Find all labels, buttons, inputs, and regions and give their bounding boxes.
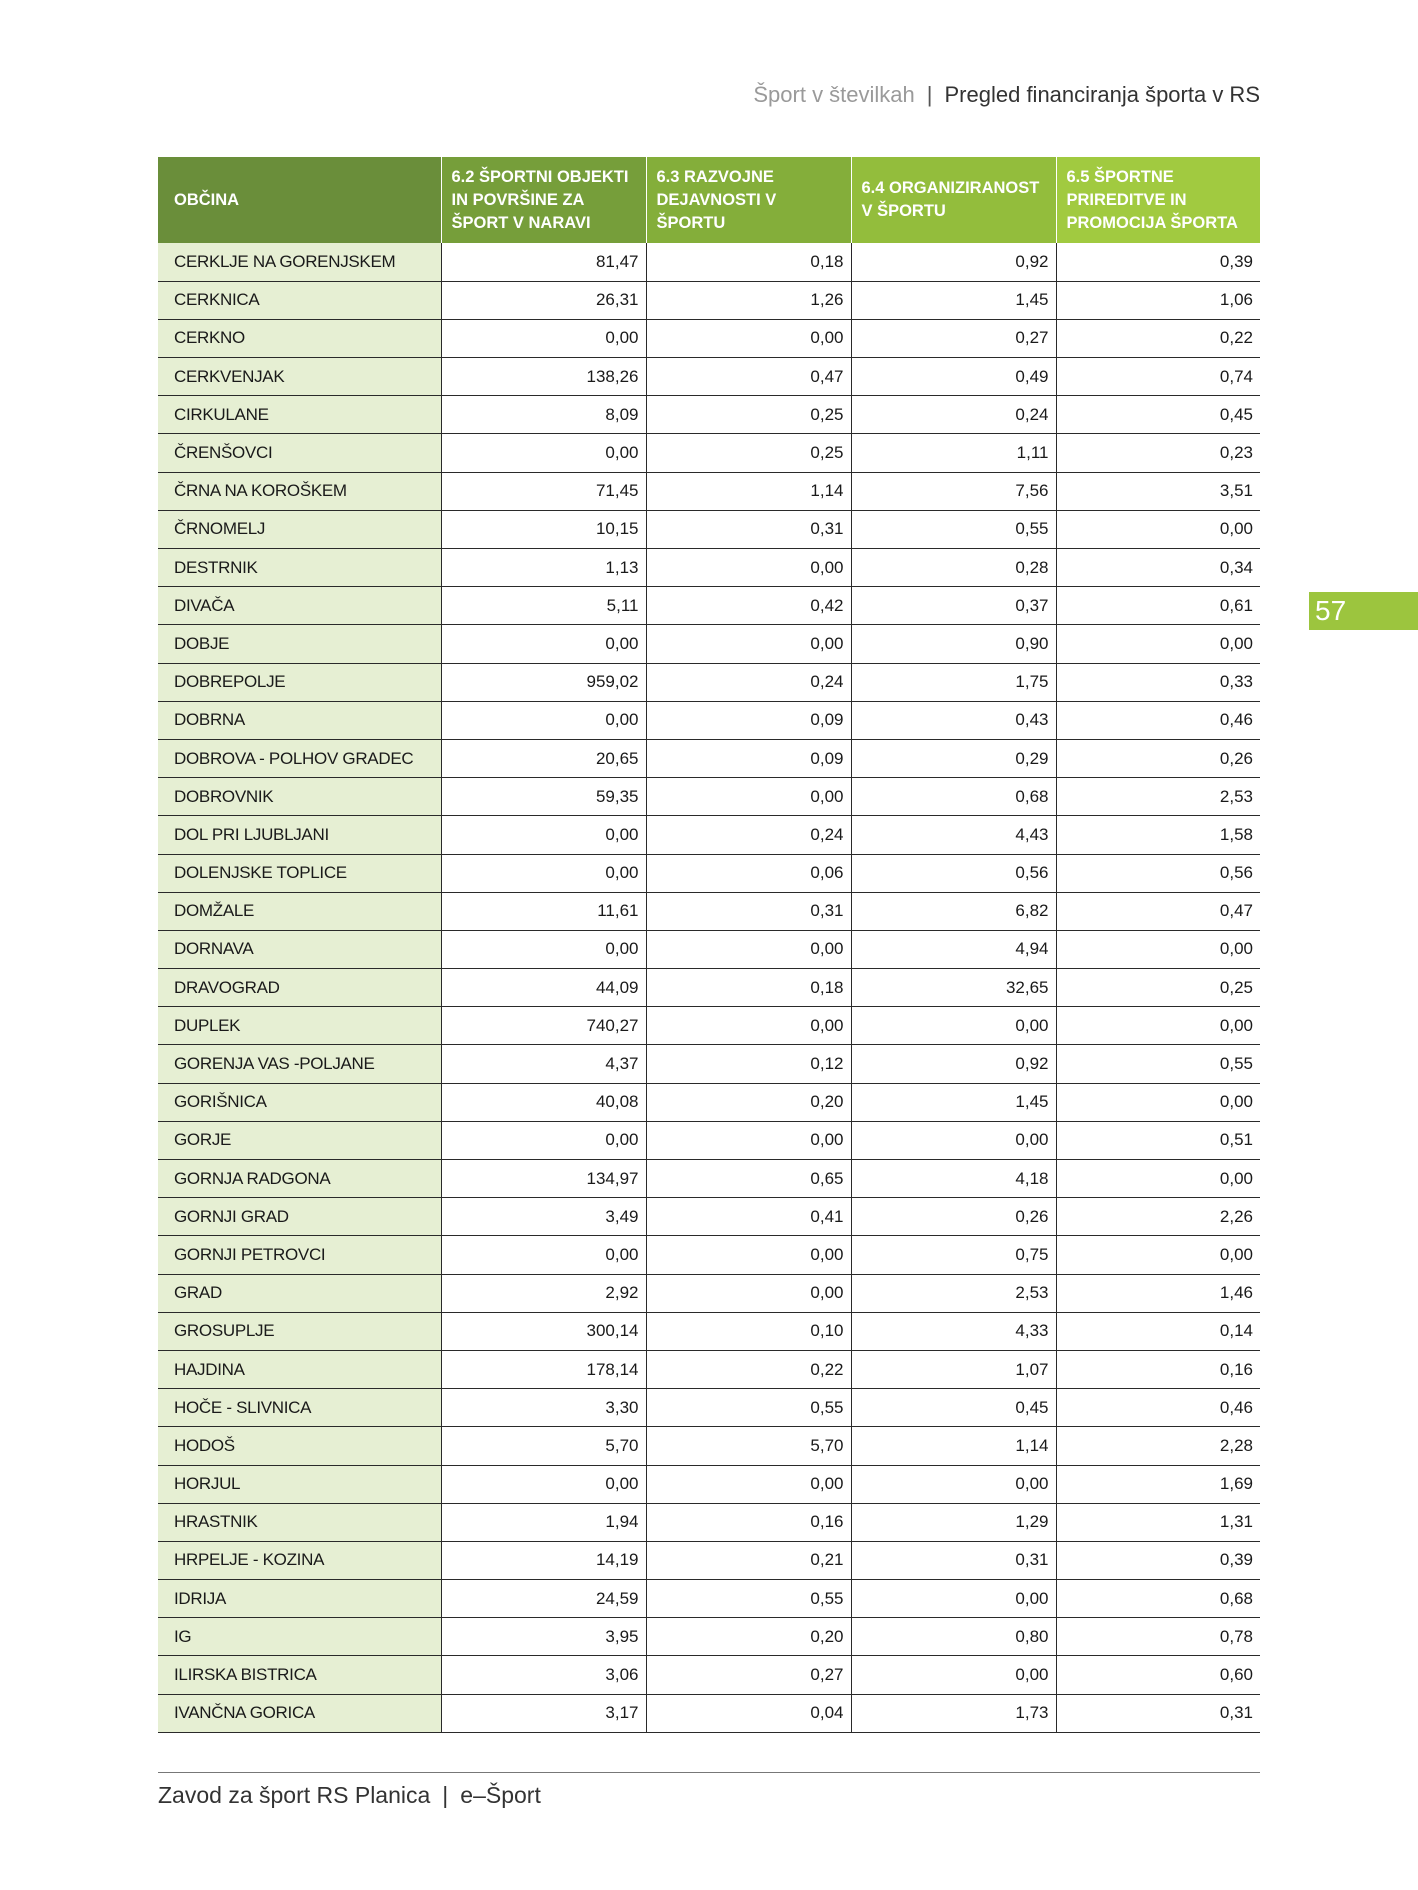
table-row — [158, 549, 1260, 587]
value-cell: 0,00 — [441, 319, 646, 357]
value-cell: 4,43 — [851, 816, 1056, 854]
municipality-cell: ČRNOMELJ — [158, 510, 441, 548]
value-cell: 0,31 — [646, 510, 851, 548]
table-row — [158, 1541, 1260, 1579]
value-cell: 1,94 — [441, 1503, 646, 1541]
table-row — [158, 1580, 1260, 1618]
table-row — [158, 1389, 1260, 1427]
table-row — [158, 816, 1260, 854]
value-cell: 0,00 — [851, 1580, 1056, 1618]
municipality-cell: CERKNO — [158, 319, 441, 357]
value-cell: 1,31 — [1056, 1503, 1260, 1541]
municipality-cell: DRAVOGRAD — [158, 969, 441, 1007]
value-cell: 0,00 — [441, 701, 646, 739]
value-cell: 4,33 — [851, 1312, 1056, 1350]
running-head — [753, 82, 1260, 108]
value-cell: 0,00 — [441, 434, 646, 472]
value-cell: 0,29 — [851, 739, 1056, 777]
value-cell: 0,39 — [1056, 1541, 1260, 1579]
value-cell: 0,10 — [646, 1312, 851, 1350]
value-cell: 7,56 — [851, 472, 1056, 510]
municipality-cell: DOBREPOLJE — [158, 663, 441, 701]
value-cell: 2,53 — [1056, 778, 1260, 816]
municipality-cell: IDRIJA — [158, 1580, 441, 1618]
value-cell: 2,53 — [851, 1274, 1056, 1312]
value-cell: 0,00 — [441, 1121, 646, 1159]
document-title: Šport v številkah — [753, 82, 915, 107]
value-cell: 138,26 — [441, 358, 646, 396]
municipality-cell: CERKLJE NA GORENJSKEM — [158, 243, 441, 281]
value-cell: 40,08 — [441, 1083, 646, 1121]
value-cell: 959,02 — [441, 663, 646, 701]
municipality-cell: DORNAVA — [158, 930, 441, 968]
value-cell: 0,00 — [1056, 1160, 1260, 1198]
footer-publisher: Zavod za šport RS Planica — [158, 1782, 431, 1808]
value-cell: 0,74 — [1056, 358, 1260, 396]
value-cell: 0,31 — [851, 1541, 1056, 1579]
footer-divider — [158, 1772, 1260, 1773]
footer-separator: | — [442, 1782, 449, 1808]
column-header-organization: 6.4 ORGANIZIRANOST V ŠPORTU — [851, 157, 1056, 243]
table-row — [158, 1465, 1260, 1503]
value-cell: 4,37 — [441, 1045, 646, 1083]
value-cell: 0,00 — [646, 625, 851, 663]
value-cell: 0,46 — [1056, 1389, 1260, 1427]
table-row — [158, 1236, 1260, 1274]
column-header-sports-facilities: 6.2 ŠPORTNI OBJEKTI IN POVRŠINE ZA ŠPORT V NARAVI — [441, 157, 646, 243]
municipality-cell: DOBRNA — [158, 701, 441, 739]
value-cell: 0,00 — [441, 816, 646, 854]
value-cell: 2,92 — [441, 1274, 646, 1312]
value-cell: 59,35 — [441, 778, 646, 816]
value-cell: 0,18 — [646, 969, 851, 1007]
municipality-cell: DOBJE — [158, 625, 441, 663]
municipality-cell: GORJE — [158, 1121, 441, 1159]
value-cell: 0,60 — [1056, 1656, 1260, 1694]
value-cell: 134,97 — [441, 1160, 646, 1198]
value-cell: 0,16 — [646, 1503, 851, 1541]
value-cell: 0,56 — [851, 854, 1056, 892]
table-row — [158, 358, 1260, 396]
value-cell: 1,69 — [1056, 1465, 1260, 1503]
table-row — [158, 1274, 1260, 1312]
value-cell: 0,31 — [1056, 1694, 1260, 1732]
value-cell: 0,27 — [646, 1656, 851, 1694]
value-cell: 0,92 — [851, 1045, 1056, 1083]
value-cell: 3,49 — [441, 1198, 646, 1236]
value-cell: 2,26 — [1056, 1198, 1260, 1236]
municipality-cell: DIVAČA — [158, 587, 441, 625]
value-cell: 0,47 — [646, 358, 851, 396]
table-row — [158, 1198, 1260, 1236]
value-cell: 0,90 — [851, 625, 1056, 663]
column-header-development-activities: 6.3 RAZVOJNE DEJAVNOSTI V ŠPORTU — [646, 157, 851, 243]
municipality-cell: GRAD — [158, 1274, 441, 1312]
value-cell: 0,75 — [851, 1236, 1056, 1274]
value-cell: 0,39 — [1056, 243, 1260, 281]
value-cell: 0,00 — [441, 1236, 646, 1274]
value-cell: 1,07 — [851, 1350, 1056, 1388]
value-cell: 14,19 — [441, 1541, 646, 1579]
value-cell: 0,37 — [851, 587, 1056, 625]
table-row — [158, 1427, 1260, 1465]
value-cell: 0,61 — [1056, 587, 1260, 625]
table-row — [158, 1694, 1260, 1732]
value-cell: 0,00 — [646, 1007, 851, 1045]
value-cell: 740,27 — [441, 1007, 646, 1045]
municipality-cell: IG — [158, 1618, 441, 1656]
table-row — [158, 1618, 1260, 1656]
municipality-cell: DOL PRI LJUBLJANI — [158, 816, 441, 854]
municipality-cell: DESTRNIK — [158, 549, 441, 587]
value-cell: 0,27 — [851, 319, 1056, 357]
table-row — [158, 663, 1260, 701]
municipality-cell: HORJUL — [158, 1465, 441, 1503]
value-cell: 24,59 — [441, 1580, 646, 1618]
value-cell: 10,15 — [441, 510, 646, 548]
value-cell: 0,00 — [646, 1236, 851, 1274]
header-separator: | — [926, 82, 933, 107]
value-cell: 1,75 — [851, 663, 1056, 701]
value-cell: 0,92 — [851, 243, 1056, 281]
value-cell: 0,49 — [851, 358, 1056, 396]
table-row — [158, 434, 1260, 472]
value-cell: 0,68 — [851, 778, 1056, 816]
value-cell: 0,46 — [1056, 701, 1260, 739]
value-cell: 81,47 — [441, 243, 646, 281]
value-cell: 1,26 — [646, 281, 851, 319]
value-cell: 0,55 — [1056, 1045, 1260, 1083]
value-cell: 3,17 — [441, 1694, 646, 1732]
value-cell: 0,00 — [851, 1656, 1056, 1694]
value-cell: 178,14 — [441, 1350, 646, 1388]
value-cell: 0,00 — [1056, 930, 1260, 968]
value-cell: 0,24 — [851, 396, 1056, 434]
table-row — [158, 778, 1260, 816]
value-cell: 1,45 — [851, 281, 1056, 319]
value-cell: 300,14 — [441, 1312, 646, 1350]
table-row — [158, 969, 1260, 1007]
value-cell: 0,55 — [646, 1389, 851, 1427]
value-cell: 6,82 — [851, 892, 1056, 930]
value-cell: 0,00 — [1056, 1083, 1260, 1121]
municipality-cell: ČRNA NA KOROŠKEM — [158, 472, 441, 510]
table-row — [158, 510, 1260, 548]
table-row — [158, 892, 1260, 930]
value-cell: 1,13 — [441, 549, 646, 587]
value-cell: 3,06 — [441, 1656, 646, 1694]
value-cell: 0,23 — [1056, 434, 1260, 472]
value-cell: 0,00 — [441, 930, 646, 968]
table-row — [158, 396, 1260, 434]
value-cell: 0,47 — [1056, 892, 1260, 930]
value-cell: 0,00 — [441, 854, 646, 892]
value-cell: 0,42 — [646, 587, 851, 625]
table-row — [158, 1350, 1260, 1388]
municipality-cell: GORIŠNICA — [158, 1083, 441, 1121]
municipality-cell: IVANČNA GORICA — [158, 1694, 441, 1732]
value-cell: 0,09 — [646, 701, 851, 739]
municipality-cell: ILIRSKA BISTRICA — [158, 1656, 441, 1694]
value-cell: 0,65 — [646, 1160, 851, 1198]
value-cell: 0,00 — [646, 319, 851, 357]
table-row — [158, 1160, 1260, 1198]
value-cell: 1,06 — [1056, 281, 1260, 319]
value-cell: 0,00 — [646, 1465, 851, 1503]
value-cell: 71,45 — [441, 472, 646, 510]
value-cell: 0,20 — [646, 1618, 851, 1656]
municipality-cell: CERKVENJAK — [158, 358, 441, 396]
value-cell: 1,14 — [646, 472, 851, 510]
value-cell: 0,00 — [851, 1465, 1056, 1503]
value-cell: 0,00 — [851, 1121, 1056, 1159]
value-cell: 0,41 — [646, 1198, 851, 1236]
value-cell: 5,70 — [441, 1427, 646, 1465]
value-cell: 0,18 — [646, 243, 851, 281]
table-row — [158, 625, 1260, 663]
municipality-cell: DOMŽALE — [158, 892, 441, 930]
value-cell: 11,61 — [441, 892, 646, 930]
value-cell: 2,28 — [1056, 1427, 1260, 1465]
table-row — [158, 243, 1260, 281]
municipality-cell: DOBROVA - POLHOV GRADEC — [158, 739, 441, 777]
column-header-sports-events: 6.5 ŠPORTNE PRIREDITVE IN PROMOCIJA ŠPORTA — [1056, 157, 1260, 243]
table-row — [158, 1045, 1260, 1083]
value-cell: 4,18 — [851, 1160, 1056, 1198]
table-row — [158, 854, 1260, 892]
municipality-cell: HRASTNIK — [158, 1503, 441, 1541]
value-cell: 1,14 — [851, 1427, 1056, 1465]
value-cell: 0,09 — [646, 739, 851, 777]
value-cell: 8,09 — [441, 396, 646, 434]
value-cell: 0,00 — [1056, 625, 1260, 663]
value-cell: 20,65 — [441, 739, 646, 777]
value-cell: 0,34 — [1056, 549, 1260, 587]
value-cell: 1,45 — [851, 1083, 1056, 1121]
value-cell: 4,94 — [851, 930, 1056, 968]
municipality-cell: GORNJI PETROVCI — [158, 1236, 441, 1274]
table-row — [158, 1121, 1260, 1159]
municipality-cell: GORNJA RADGONA — [158, 1160, 441, 1198]
table-row — [158, 1656, 1260, 1694]
value-cell: 0,24 — [646, 663, 851, 701]
value-cell: 0,16 — [1056, 1350, 1260, 1388]
value-cell: 1,58 — [1056, 816, 1260, 854]
municipality-cell: DOBROVNIK — [158, 778, 441, 816]
municipality-cell: DUPLEK — [158, 1007, 441, 1045]
value-cell: 0,33 — [1056, 663, 1260, 701]
value-cell: 3,51 — [1056, 472, 1260, 510]
value-cell: 5,70 — [646, 1427, 851, 1465]
value-cell: 0,26 — [851, 1198, 1056, 1236]
municipality-cell: ČRENŠOVCI — [158, 434, 441, 472]
value-cell: 0,43 — [851, 701, 1056, 739]
table-header-row — [158, 157, 1260, 243]
table-body — [158, 243, 1260, 1732]
value-cell: 26,31 — [441, 281, 646, 319]
value-cell: 0,55 — [851, 510, 1056, 548]
table-row — [158, 319, 1260, 357]
value-cell: 32,65 — [851, 969, 1056, 1007]
municipality-cell: HAJDINA — [158, 1350, 441, 1388]
value-cell: 0,56 — [1056, 854, 1260, 892]
value-cell: 3,30 — [441, 1389, 646, 1427]
value-cell: 0,25 — [1056, 969, 1260, 1007]
table-row — [158, 1503, 1260, 1541]
value-cell: 0,00 — [851, 1007, 1056, 1045]
municipality-cell: HRPELJE - KOZINA — [158, 1541, 441, 1579]
section-title: Pregled financiranja športa v RS — [944, 82, 1260, 107]
table-row — [158, 472, 1260, 510]
municipality-cell: GORENJA VAS -POLJANE — [158, 1045, 441, 1083]
value-cell: 0,51 — [1056, 1121, 1260, 1159]
table-row — [158, 281, 1260, 319]
municipality-cell: GORNJI GRAD — [158, 1198, 441, 1236]
municipality-cell: CIRKULANE — [158, 396, 441, 434]
value-cell: 1,73 — [851, 1694, 1056, 1732]
value-cell: 0,55 — [646, 1580, 851, 1618]
value-cell: 0,00 — [441, 1465, 646, 1503]
value-cell: 0,45 — [1056, 396, 1260, 434]
value-cell: 0,04 — [646, 1694, 851, 1732]
value-cell: 0,21 — [646, 1541, 851, 1579]
table-row — [158, 701, 1260, 739]
municipality-cell: CERKNICA — [158, 281, 441, 319]
value-cell: 0,78 — [1056, 1618, 1260, 1656]
value-cell: 0,45 — [851, 1389, 1056, 1427]
value-cell: 0,25 — [646, 396, 851, 434]
value-cell: 0,28 — [851, 549, 1056, 587]
value-cell: 0,00 — [646, 930, 851, 968]
table-row — [158, 930, 1260, 968]
value-cell: 0,12 — [646, 1045, 851, 1083]
value-cell: 0,00 — [646, 549, 851, 587]
footer-series: e–Šport — [460, 1782, 541, 1808]
value-cell: 0,22 — [1056, 319, 1260, 357]
value-cell: 0,00 — [1056, 1236, 1260, 1274]
table-row — [158, 1312, 1260, 1350]
page-number-tab: 57 — [1309, 592, 1418, 630]
value-cell: 1,11 — [851, 434, 1056, 472]
page-footer — [158, 1782, 541, 1809]
value-cell: 3,95 — [441, 1618, 646, 1656]
value-cell: 0,24 — [646, 816, 851, 854]
table-row — [158, 1007, 1260, 1045]
value-cell: 0,00 — [441, 625, 646, 663]
financing-table — [158, 157, 1260, 1733]
municipality-cell: HOČE - SLIVNICA — [158, 1389, 441, 1427]
value-cell: 0,22 — [646, 1350, 851, 1388]
value-cell: 0,06 — [646, 854, 851, 892]
municipality-cell: GROSUPLJE — [158, 1312, 441, 1350]
value-cell: 44,09 — [441, 969, 646, 1007]
value-cell: 0,20 — [646, 1083, 851, 1121]
value-cell: 1,29 — [851, 1503, 1056, 1541]
value-cell: 0,31 — [646, 892, 851, 930]
value-cell: 0,00 — [646, 778, 851, 816]
value-cell: 0,00 — [1056, 1007, 1260, 1045]
table-row — [158, 1083, 1260, 1121]
value-cell: 1,46 — [1056, 1274, 1260, 1312]
value-cell: 0,25 — [646, 434, 851, 472]
column-header-municipality: OBČINA — [158, 157, 441, 243]
value-cell: 0,80 — [851, 1618, 1056, 1656]
municipality-cell: HODOŠ — [158, 1427, 441, 1465]
table-row — [158, 587, 1260, 625]
value-cell: 0,26 — [1056, 739, 1260, 777]
value-cell: 0,00 — [646, 1121, 851, 1159]
value-cell: 0,14 — [1056, 1312, 1260, 1350]
value-cell: 0,00 — [1056, 510, 1260, 548]
value-cell: 0,00 — [646, 1274, 851, 1312]
municipality-cell: DOLENJSKE TOPLICE — [158, 854, 441, 892]
table-row — [158, 739, 1260, 777]
value-cell: 0,68 — [1056, 1580, 1260, 1618]
value-cell: 5,11 — [441, 587, 646, 625]
